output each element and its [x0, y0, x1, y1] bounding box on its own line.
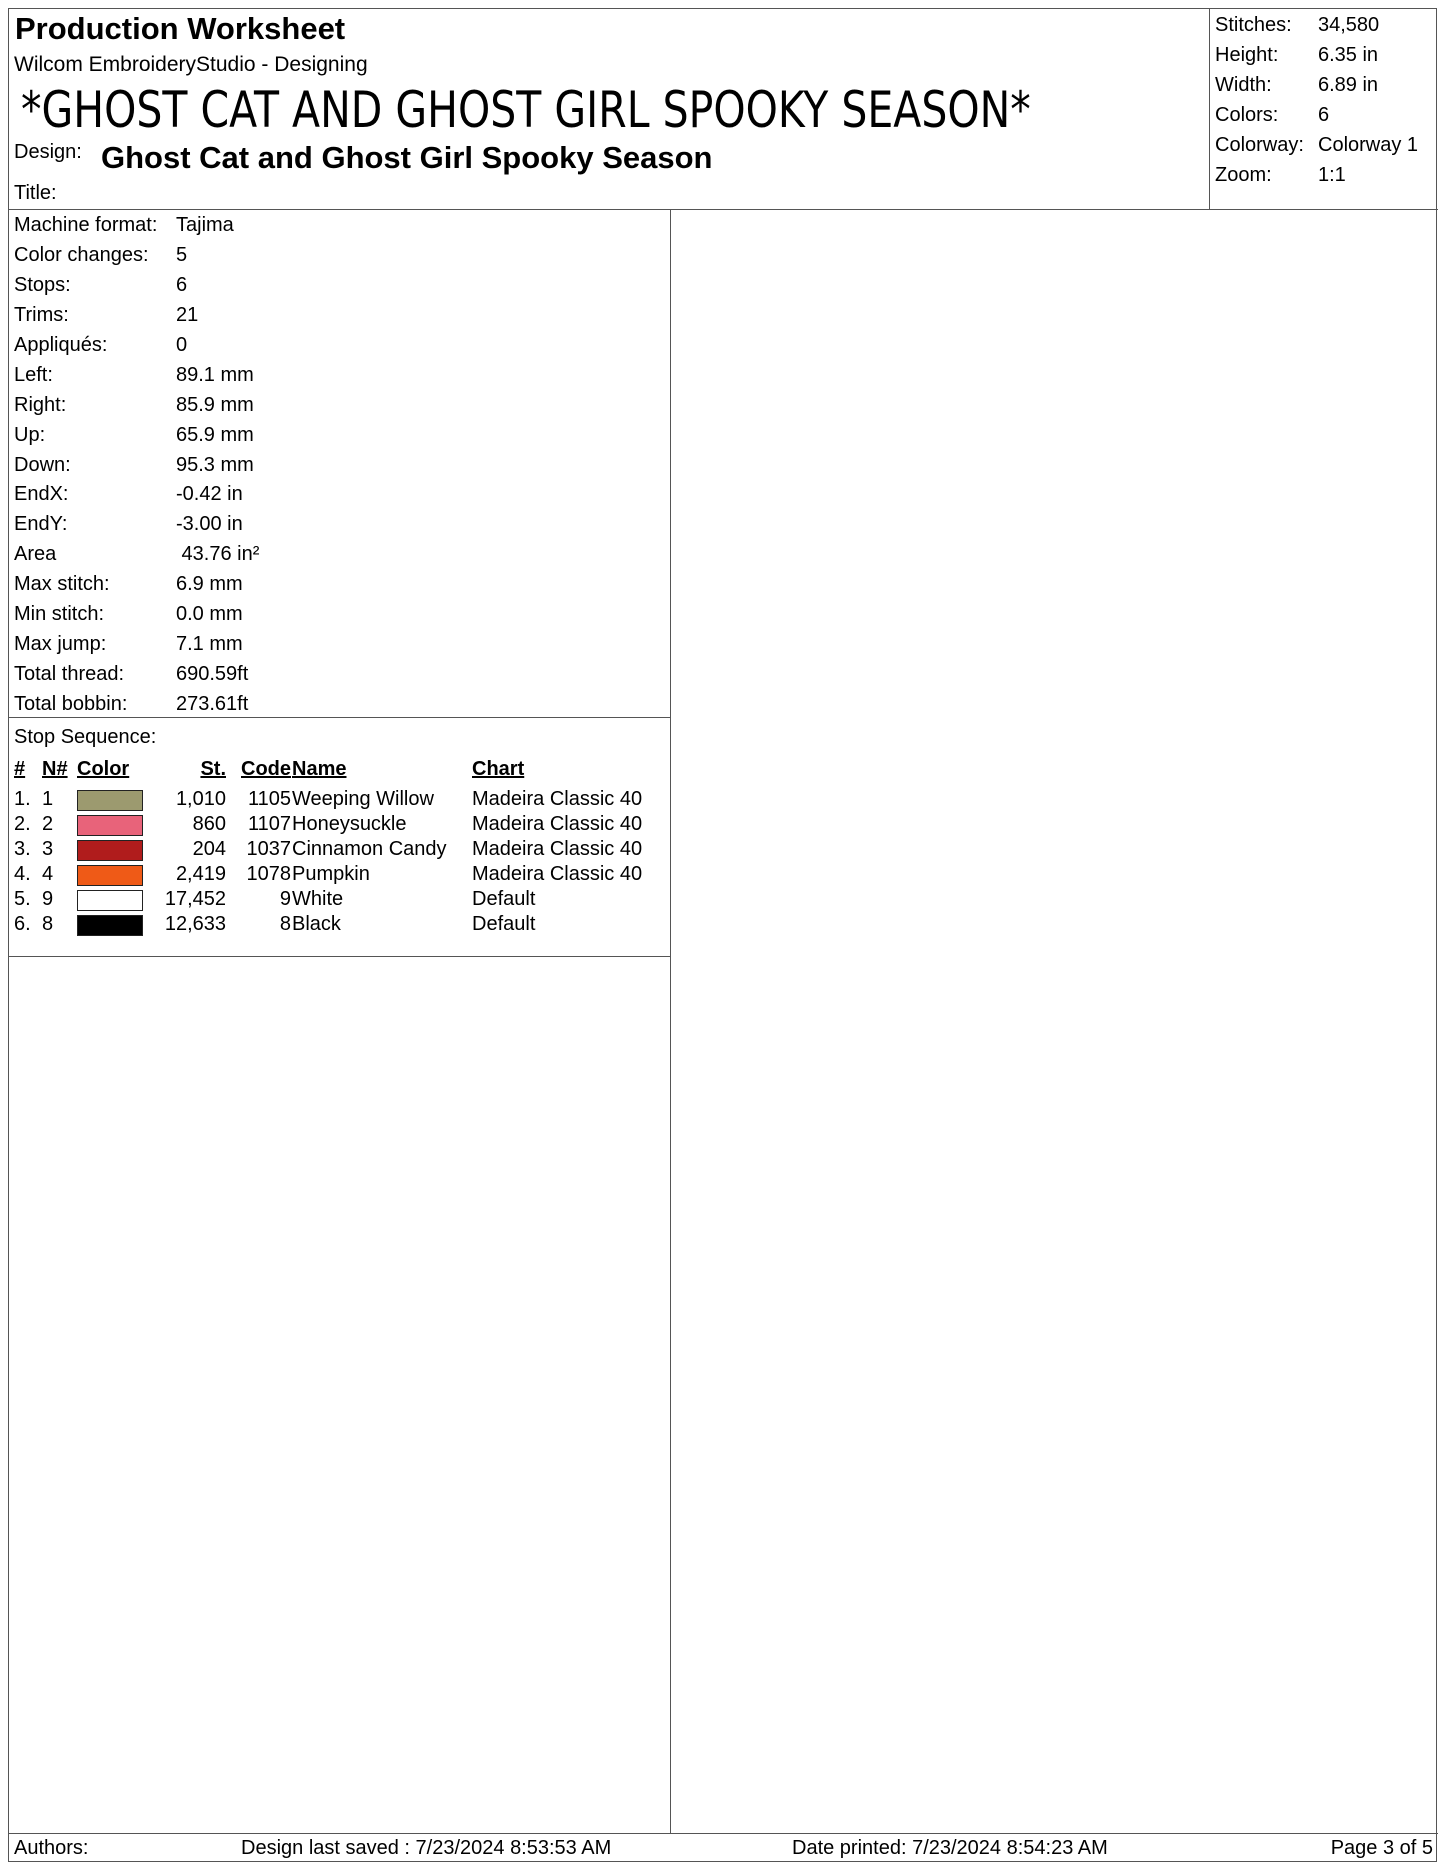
col-header-chart: Chart — [472, 758, 525, 780]
row-index: 4. — [14, 863, 31, 885]
production-worksheet — [8, 8, 1437, 1862]
info-row — [9, 420, 671, 450]
info-value: -3.00 in — [176, 513, 243, 536]
row-chart: Default — [472, 913, 536, 935]
info-value: 5 — [176, 244, 188, 267]
worksheet-header — [9, 9, 1438, 210]
color-swatch — [77, 840, 143, 861]
stat-stitches — [1210, 10, 1438, 40]
row-chart: Madeira Classic 40 — [472, 838, 643, 860]
info-row — [9, 450, 671, 480]
stop-sequence — [9, 718, 671, 957]
app-name: Wilcom EmbroideryStudio - Designing — [14, 53, 368, 76]
info-label: Machine format: — [14, 214, 158, 237]
worksheet-footer — [9, 1833, 1438, 1863]
info-row — [9, 689, 671, 719]
stop-table-header — [9, 754, 671, 784]
info-row — [9, 211, 671, 241]
row-needle: 3 — [42, 838, 54, 860]
stat-value: 6.89 in — [1318, 73, 1379, 96]
stat-width — [1210, 70, 1438, 100]
color-swatch — [77, 815, 143, 836]
row-chart: Madeira Classic 40 — [472, 813, 643, 835]
design-name: Ghost Cat and Ghost Girl Spooky Season — [101, 140, 713, 175]
row-needle: 2 — [42, 813, 54, 835]
stat-value: 6.35 in — [1318, 43, 1379, 66]
row-stitches: 2,419 — [175, 863, 226, 885]
info-value: 690.59ft — [176, 662, 249, 685]
title-label: Title: — [14, 182, 57, 204]
row-stitches: 1,010 — [175, 788, 226, 810]
info-row — [9, 360, 671, 390]
info-label: Total bobbin: — [14, 692, 128, 715]
color-swatch — [77, 790, 143, 811]
info-value: 6 — [176, 274, 188, 297]
row-index: 6. — [14, 913, 31, 935]
info-value: 43.76 in² — [176, 543, 260, 566]
row-stitches: 17,452 — [164, 888, 226, 910]
footer-page-number: Page 3 of 5 — [1330, 1837, 1433, 1859]
row-chart: Madeira Classic 40 — [472, 863, 643, 885]
row-index: 1. — [14, 788, 31, 810]
row-needle: 1 — [42, 788, 54, 810]
row-thread-name: Black — [292, 913, 341, 935]
info-label: Color changes: — [14, 244, 149, 267]
info-value: 0.0 mm — [176, 603, 243, 626]
info-label: Down: — [14, 453, 71, 476]
footer-date-printed: Date printed: 7/23/2024 8:54:23 AM — [792, 1837, 1108, 1859]
row-thread-name: Pumpkin — [292, 863, 370, 885]
info-label: Right: — [14, 393, 67, 416]
stat-zoom — [1210, 160, 1438, 190]
header-title-block — [9, 9, 1209, 210]
col-header-stitches: St. — [200, 758, 226, 780]
info-row — [9, 390, 671, 420]
info-label: Stops: — [14, 274, 71, 297]
info-value: 7.1 mm — [176, 632, 243, 655]
info-value: 6.9 mm — [176, 573, 243, 596]
color-swatch — [77, 865, 143, 886]
col-header-color: Color — [77, 758, 130, 780]
info-label: Up: — [14, 423, 46, 446]
info-row — [9, 271, 671, 301]
info-label: Left: — [14, 363, 53, 386]
info-value: 85.9 mm — [176, 393, 254, 416]
row-code: 1037 — [246, 838, 291, 860]
design-banner-title: *GHOST CAT AND GHOST GIRL SPOOKY SEASON* — [21, 81, 1031, 139]
stat-label: Width: — [1215, 73, 1272, 96]
summary-stats — [1209, 9, 1438, 210]
info-label: Max jump: — [14, 632, 107, 655]
info-row — [9, 331, 671, 361]
info-value: 95.3 mm — [176, 453, 254, 476]
info-value: 65.9 mm — [176, 423, 254, 446]
row-index: 5. — [14, 888, 31, 910]
col-header-code: Code — [241, 758, 291, 780]
info-label: EndX: — [14, 483, 69, 506]
info-row — [9, 301, 671, 331]
row-chart: Madeira Classic 40 — [472, 788, 643, 810]
worksheet-title: Production Worksheet — [15, 11, 346, 46]
table-row — [9, 909, 671, 939]
row-needle: 4 — [42, 863, 54, 885]
stop-sequence-label: Stop Sequence: — [14, 726, 157, 748]
info-row — [9, 570, 671, 600]
info-value: 273.61ft — [176, 692, 249, 715]
row-code: 1105 — [247, 788, 291, 810]
stat-label: Colorway: — [1215, 133, 1304, 156]
col-header-name: Name — [292, 758, 347, 780]
info-row — [9, 659, 671, 689]
col-header-needle: N# — [42, 758, 68, 780]
details-column — [9, 210, 671, 1833]
info-row — [9, 600, 671, 630]
color-swatch — [77, 915, 143, 936]
row-code: 9 — [279, 888, 291, 910]
info-row — [9, 540, 671, 570]
info-label: EndY: — [14, 513, 68, 536]
info-label: Min stitch: — [14, 603, 105, 626]
info-value: 21 — [176, 304, 199, 327]
color-swatch — [77, 890, 143, 911]
stat-label: Colors: — [1215, 103, 1279, 126]
info-label: Appliqués: — [14, 334, 108, 356]
info-value: Tajima — [176, 214, 234, 237]
stat-value: 34,580 — [1318, 13, 1380, 36]
stat-height — [1210, 40, 1438, 70]
row-thread-name: Weeping Willow — [292, 788, 434, 810]
info-value: 89.1 mm — [176, 363, 254, 386]
info-row — [9, 510, 671, 540]
design-label: Design: — [14, 141, 82, 163]
stat-label: Stitches: — [1215, 13, 1292, 36]
stat-label: Height: — [1215, 43, 1279, 66]
stat-value: 1:1 — [1318, 163, 1346, 186]
stat-colorway — [1210, 130, 1438, 160]
row-needle: 9 — [42, 888, 54, 910]
info-label: Max stitch: — [14, 573, 110, 596]
footer-last-saved: Design last saved : 7/23/2024 8:53:53 AM — [241, 1837, 612, 1859]
row-stitches: 12,633 — [164, 913, 226, 935]
info-value: 0 — [176, 334, 188, 356]
row-index: 2. — [14, 813, 31, 835]
row-code: 1078 — [246, 863, 291, 885]
row-chart: Default — [472, 888, 536, 910]
row-thread-name: White — [292, 888, 344, 910]
info-label: Total thread: — [14, 662, 125, 685]
machine-info — [9, 210, 671, 718]
stat-label: Zoom: — [1215, 163, 1272, 186]
info-row — [9, 241, 671, 271]
stat-value: Colorway 1 — [1318, 133, 1419, 156]
row-needle: 8 — [42, 913, 54, 935]
row-stitches: 860 — [192, 813, 226, 835]
row-thread-name: Honeysuckle — [292, 813, 407, 835]
stat-value: 6 — [1318, 103, 1330, 126]
info-row — [9, 480, 671, 510]
footer-authors: Authors: — [14, 1837, 89, 1859]
col-header-index: # — [14, 758, 26, 780]
info-label: Area — [14, 543, 57, 566]
row-stitches: 204 — [192, 838, 226, 860]
info-row — [9, 629, 671, 659]
stat-colors — [1210, 100, 1438, 130]
info-value: -0.42 in — [176, 483, 243, 506]
row-code: 8 — [279, 913, 291, 935]
info-label: Trims: — [14, 304, 69, 327]
row-index: 3. — [14, 838, 31, 860]
row-code: 1107 — [247, 813, 291, 835]
row-thread-name: Cinnamon Candy — [292, 838, 447, 860]
